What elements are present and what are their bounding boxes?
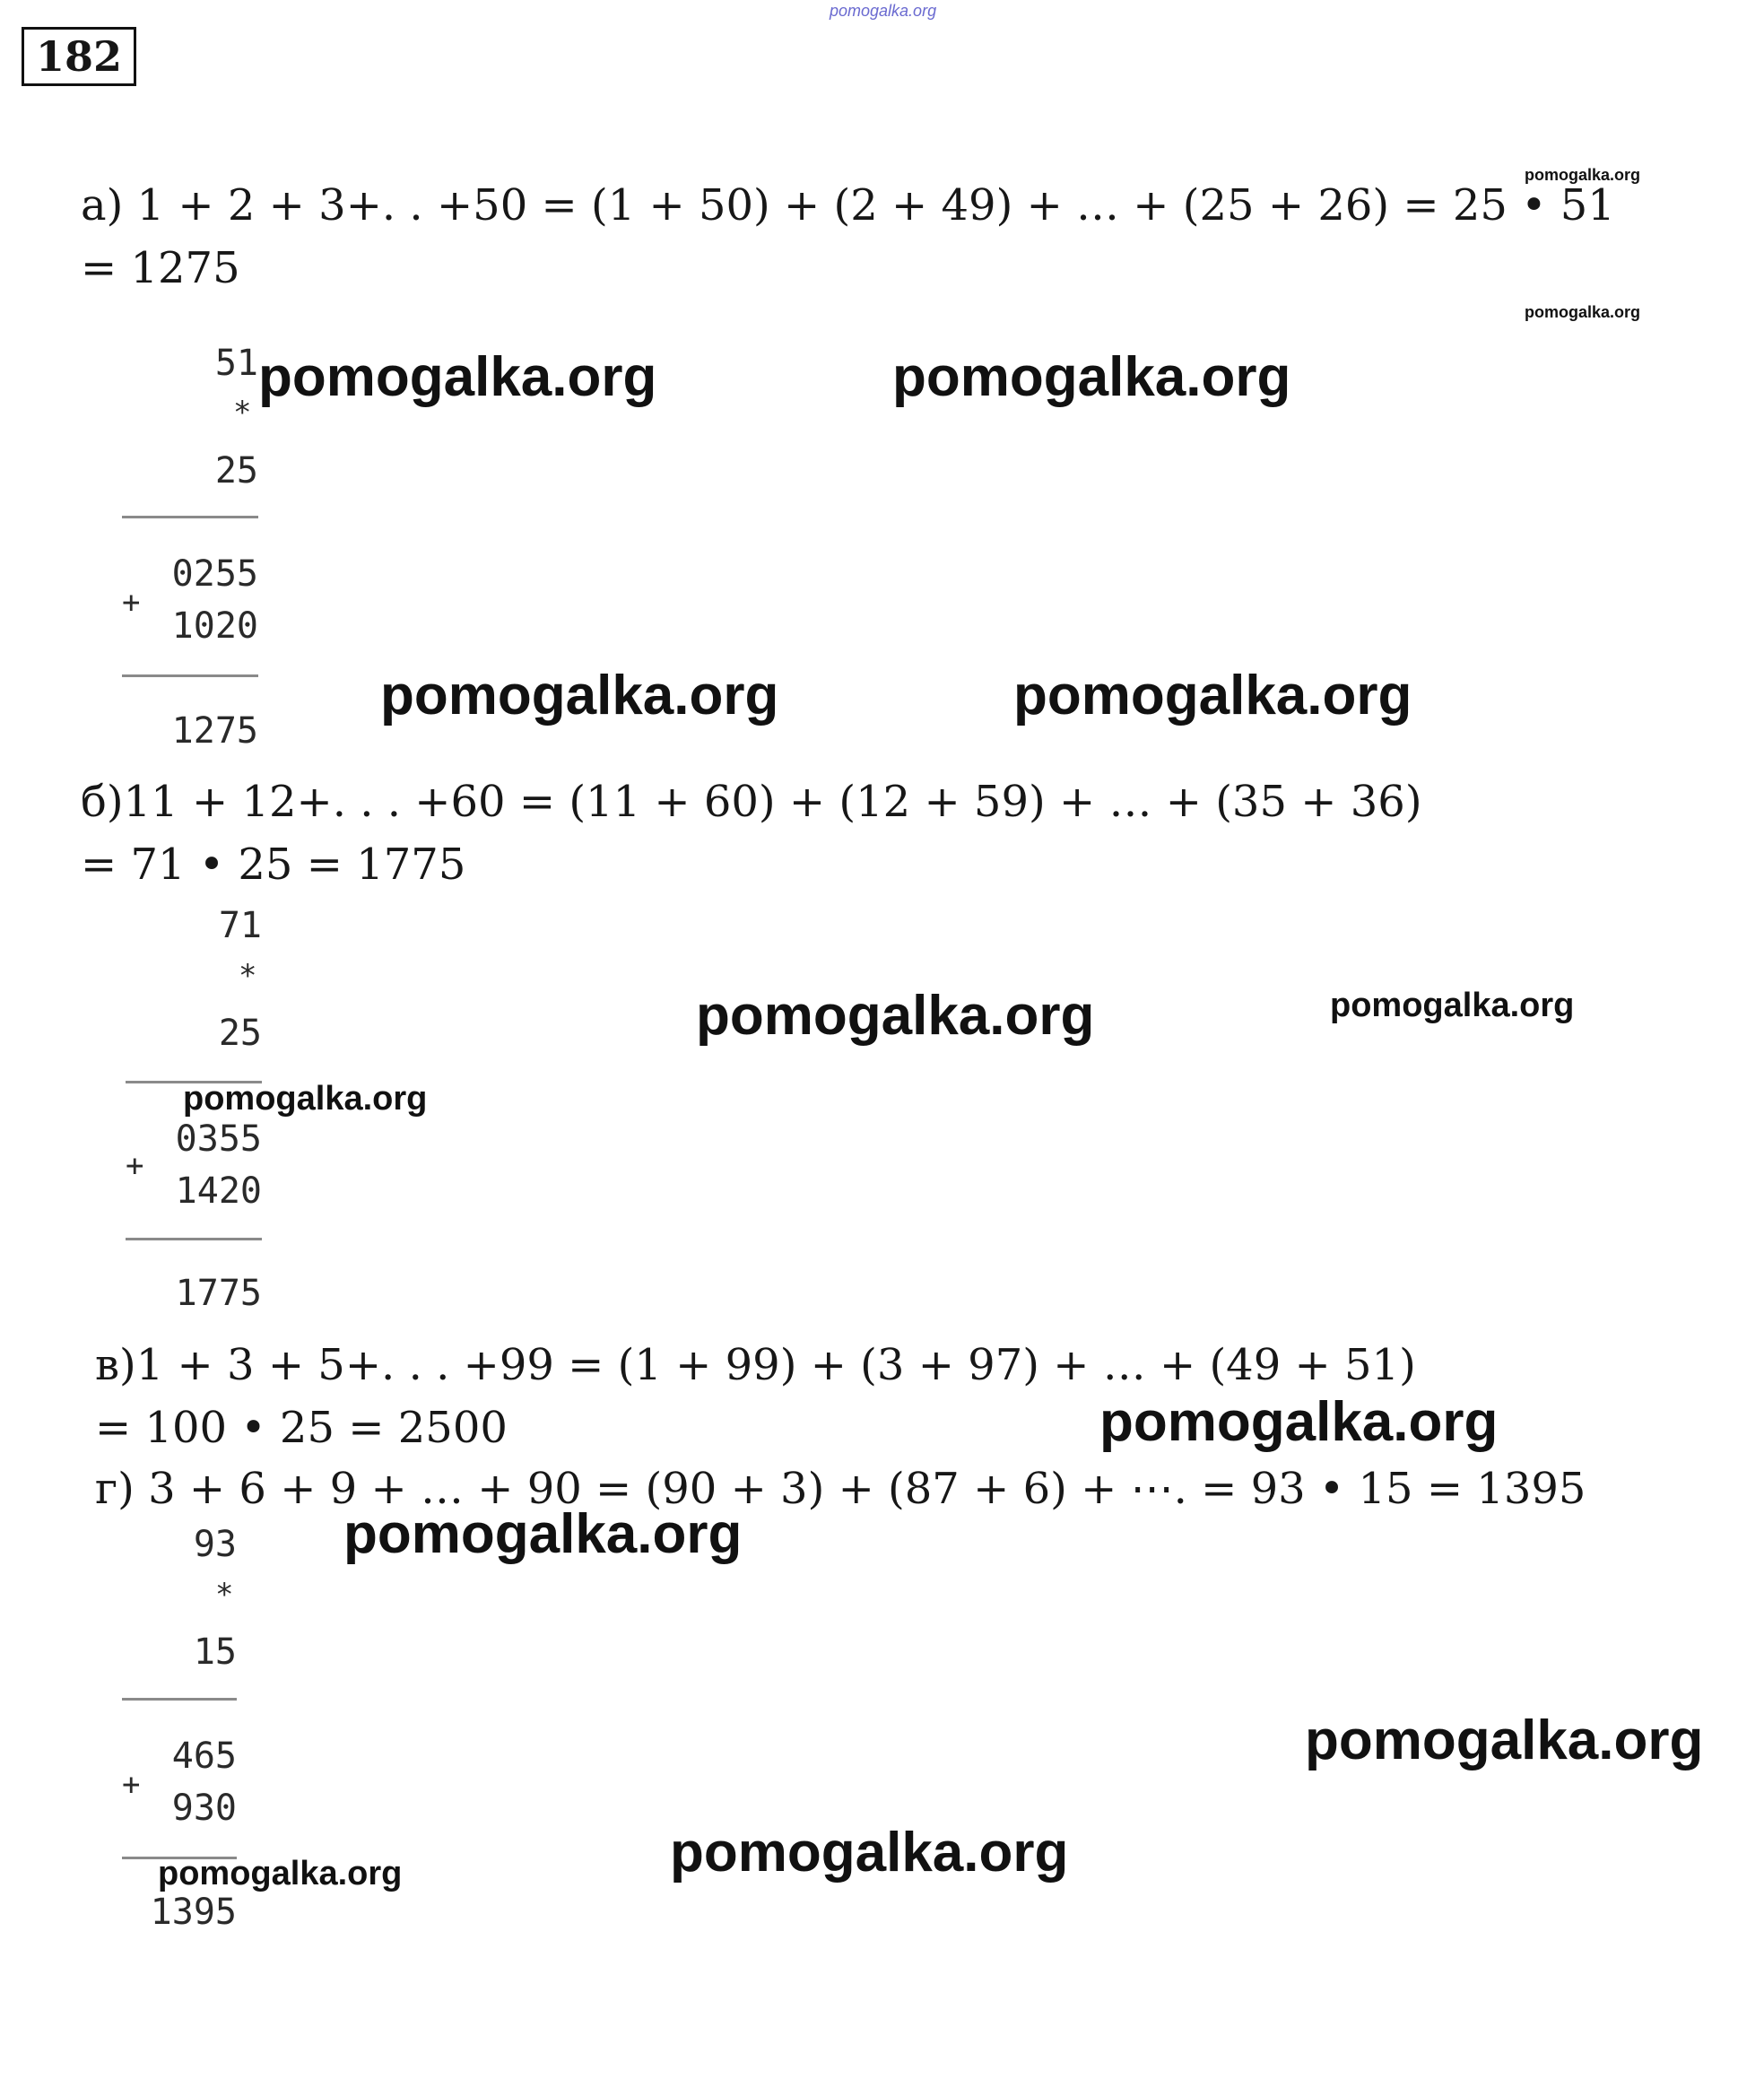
calc-partial-1: 0355 (175, 1118, 262, 1160)
calc-factor-1: 71 (218, 905, 262, 946)
header-watermark: pomogalka.org (830, 2, 937, 20)
multiply-sign: * (215, 1577, 234, 1613)
part-b-equation-line1: б)11 + 12+. . . +60 = (11 + 60) + (12 + 59) + … + (35 + 36) (81, 777, 1422, 827)
plus-sign: + (126, 1148, 144, 1184)
part-a-equation-line2: = 1275 (81, 243, 240, 293)
watermark: pomogalka.org (1099, 1391, 1499, 1453)
watermark: pomogalka.org (258, 346, 657, 408)
calc-partial-1: 465 (171, 1736, 237, 1777)
calc-result: 1775 (175, 1273, 262, 1314)
part-b-equation-line2: = 71 • 25 = 1775 (81, 840, 466, 890)
watermark: pomogalka.org (1525, 166, 1641, 184)
calc-result: 1275 (171, 710, 258, 752)
watermark: pomogalka.org (183, 1080, 428, 1118)
plus-sign: + (122, 585, 141, 621)
plus-sign: + (122, 1767, 141, 1803)
watermark: pomogalka.org (670, 1822, 1069, 1884)
calc-factor-2: 25 (214, 450, 258, 492)
watermark: pomogalka.org (158, 1855, 403, 1892)
calc-partial-2: 930 (171, 1788, 237, 1829)
multiply-sign: * (239, 958, 257, 994)
watermark: pomogalka.org (380, 665, 779, 726)
calc-result: 1395 (150, 1892, 237, 1933)
watermark: pomogalka.org (1305, 1710, 1704, 1771)
calc-divider (122, 1698, 237, 1701)
problem-number: 182 (22, 27, 136, 86)
calc-partial-1: 0255 (171, 553, 258, 595)
multiply-sign: * (233, 395, 252, 431)
calc-partial-2: 1420 (175, 1170, 262, 1212)
watermark: pomogalka.org (1525, 303, 1641, 321)
part-a-equation-line1: а) 1 + 2 + 3+. . +50 = (1 + 50) + (2 + 49) + … + (25 + 26) = 25 • 51 (81, 180, 1615, 231)
watermark: pomogalka.org (343, 1503, 743, 1565)
calc-divider (122, 516, 258, 518)
part-v-equation-line2: = 100 • 25 = 2500 (95, 1403, 508, 1453)
calc-factor-2: 25 (218, 1013, 262, 1054)
calc-factor-1: 93 (193, 1524, 237, 1565)
part-v-equation-line1: в)1 + 3 + 5+. . . +99 = (1 + 99) + (3 + 97) + … + (49 + 51) (95, 1340, 1416, 1390)
calc-partial-2: 1020 (171, 605, 258, 647)
watermark: pomogalka.org (892, 346, 1291, 408)
calc-factor-1: 51 (214, 343, 258, 384)
part-g-equation-line1: г) 3 + 6 + 9 + … + 90 = (90 + 3) + (87 + 6) + ⋯. = 93 • 15 = 1395 (95, 1464, 1586, 1514)
calc-divider (122, 674, 258, 677)
watermark: pomogalka.org (1330, 987, 1575, 1024)
watermark: pomogalka.org (696, 985, 1095, 1047)
watermark: pomogalka.org (1013, 665, 1412, 726)
calc-divider (126, 1238, 262, 1240)
calc-factor-2: 15 (193, 1631, 237, 1673)
